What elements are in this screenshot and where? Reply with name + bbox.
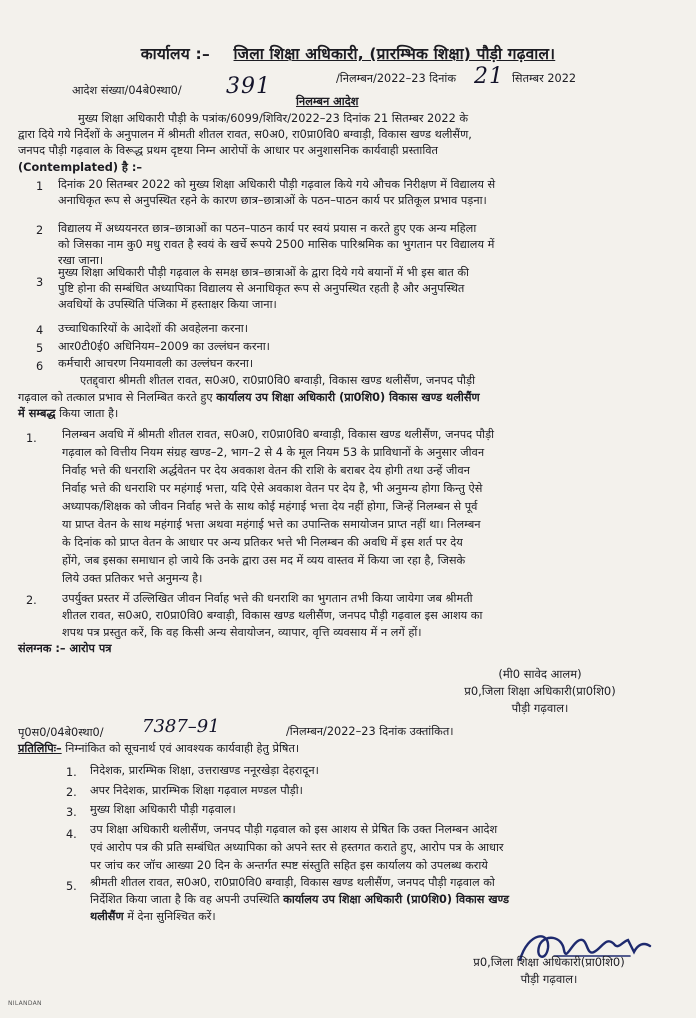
- charge-number: 3: [36, 276, 44, 289]
- copy-item-number: 5.: [66, 880, 77, 893]
- condition-line: शपथ पत्र प्रस्तुत करें, कि वह किसी अन्य सेवायोजन, व्यापार, वृत्ति व्यवसाय में न लगें हों।: [62, 626, 422, 639]
- charge-line: दिनांक 20 सितम्बर 2022 को मुख्य शिक्षा अधिकारी पौड़ी गढ़वाल किये गये औचक निरीक्षण में विद्यालय से: [58, 178, 496, 191]
- copy-item-text: में देना सुनिश्चित करें।: [127, 910, 216, 923]
- suspension-text: किया जाता है।: [59, 407, 119, 420]
- order-number-label: आदेश संख्या/04बे0स्था0/: [72, 84, 182, 97]
- copy-item-line: एवं आरोप पत्र की प्रति सम्बंधित अध्यापिका को अपने स्तर से हस्तगत कराते हुए, आरोप पत्र के आधार: [90, 841, 504, 854]
- copy-item-line: अपर निदेशक, प्रारम्भिक शिक्षा गढ़वाल मण्डल पौड़ी।: [90, 784, 303, 797]
- copy-item-line: उप शिक्षा अधिकारी थलीसैंण, जनपद पौड़ी गढ़वाल को इस आशय से प्रेषित कि उक्त निलम्बन आदेश: [90, 823, 498, 836]
- copy-to-intro: निम्नांकित को सूचनार्थ एवं आवश्यक कार्यवाही हेतु प्रेषित।: [65, 742, 300, 755]
- intro-line: द्वारा दिये गये निर्देशों के अनुपालन में श्रीमती शीतल रावत, स0अ0, रा0प्रा0वि0 बग्वाड़ी, विकास खण्ड थलीसैंण,: [18, 128, 472, 141]
- copy-item-line: [90, 893, 509, 907]
- intro-line: जनपद पौड़ी गढ़वाल के विरूद्ध प्रथम दृष्टया निम्न आरोपों के आधार पर अनुशासनिक कार्यवाही प्रस्तावित: [18, 144, 439, 157]
- charge-line: को जिसका नाम कु0 मधु रावत है स्वयं के खर्चे रूपये 2500 मासिक पारिश्रमिक का भुगतान पर विद्यालय में: [58, 238, 495, 251]
- charge-line: अवधियों के उपस्थिति पंजिका में हस्ताक्षर किया जाना।: [58, 298, 277, 311]
- copy-item-number: 3.: [66, 806, 77, 819]
- attached-office: कार्यालय उप शिक्षा अधिकारी (प्रा0शि0) विकास खण्ड थलीसैंण: [216, 391, 480, 404]
- charge-line: आर0टी0ई0 अधिनियम–2009 का उल्लंघन करना।: [58, 340, 270, 353]
- copy-to-header: [18, 742, 299, 756]
- charge-line: मुख्य शिक्षा अधिकारी पौड़ी गढ़वाल के समक्ष छात्र–छात्राओं के द्वारा दिये गये बयानों में भी इस बात की: [58, 266, 469, 279]
- order-suffix: /निलम्बन/2022–23 दिनांक: [336, 72, 457, 85]
- charge-number: 4: [36, 324, 44, 337]
- signatory-place: पौड़ी गढ़वाल।: [520, 972, 578, 986]
- signatory-block: [444, 954, 654, 988]
- copy-item-line: श्रीमती शीतल रावत, स0अ0, रा0प्रा0वि0 बग्वाड़ी, विकास खण्ड थलीसैंण, जनपद पौड़ी गढ़वाल को: [90, 876, 495, 889]
- signatory-block: [440, 666, 640, 717]
- copy-item-line: पर जांच कर जॉच आख्या 20 दिन के अन्तर्गत स्पष्ट संस्तुति सहित इस कार्यालय को उपलब्ध कराये: [90, 859, 488, 872]
- copy-item-office: कार्यालय उप शिक्षा अधिकारी (प्रा0शि0) विकास खण्ड: [283, 893, 510, 906]
- office-label: कार्यालय :–: [140, 45, 210, 63]
- attached-label: में सम्बद्ध: [18, 407, 56, 420]
- copy-item-line: निदेशक, प्रारम्भिक शिक्षा, उत्तराखण्ड ननूरखेड़ा देहरादून।: [90, 764, 319, 777]
- order-number-handwritten: 391: [226, 74, 271, 99]
- suspension-line: एतद्द्वारा श्रीमती शीतल रावत, स0अ0, रा0प्रा0वि0 बग्वाड़ी, विकास खण्ड थलीसैंण, जनपद पौड़ी: [80, 374, 475, 387]
- intro-line: (Contemplated) है :–: [18, 161, 143, 174]
- condition-line: निर्वाह भत्ते की धनराशि अर्द्धवेतन पर देय अवकाश वेतन की राशि के बराबर देय होगी तथा उन्हें जीवन: [62, 464, 470, 477]
- charge-number: 1: [36, 180, 44, 193]
- condition-line: उपर्युक्त प्रस्तर में उल्लिखित जीवन निर्वाह भत्ते की धनराशि का भुगतान तभी किया जायेगा जब श्रीमती: [62, 592, 473, 605]
- order-title: निलम्बन आदेश: [296, 95, 359, 108]
- signatory-designation: प्र0,जिला शिक्षा अधिकारी(प्रा0शि0): [464, 684, 616, 698]
- suspension-line: [18, 407, 118, 421]
- charge-line: अनाधिकृत रूप से अनुपस्थित रहने के कारण छात्र–छात्राओं के पठन–पाठन कार्य पर प्रतिकूल प्रभाव पड़ना।: [58, 194, 487, 207]
- footer-mark: NILANDAN: [8, 1000, 42, 1007]
- charge-line: कर्मचारी आचरण नियमावली का उल्लंघन करना।: [58, 357, 254, 370]
- office-header: [0, 42, 696, 64]
- charge-number: 5: [36, 342, 44, 355]
- enclosure: संलग्नक :– आरोप पत्र: [18, 642, 112, 655]
- office-name: जिला शिक्षा अधिकारी, (प्रारम्भिक शिक्षा) पौड़ी गढ़वाल।: [233, 45, 556, 63]
- suspension-text: गढ़वाल को तत्काल प्रभाव से निलम्बित करते हुए: [18, 391, 213, 404]
- condition-line: शीतल रावत, स0अ0, रा0प्रा0वि0 बग्वाड़ी, विकास खण्ड थलीसैंण, जनपद पौड़ी गढ़वाल इस आशय का: [62, 609, 483, 622]
- charge-number: 2: [36, 224, 44, 237]
- charge-line: रखा जाना।: [58, 254, 104, 267]
- charge-number: 6: [36, 360, 44, 373]
- condition-line: लिये उक्त प्रतिकर भत्ते अनुमन्य है।: [62, 572, 203, 585]
- copy-item-number: 2.: [66, 786, 77, 799]
- condition-number: 1.: [26, 432, 37, 445]
- charge-line: विद्यालय में अध्ययनरत छात्र–छात्राओं का पठन–पाठन कार्य पर स्वयं प्रयास न करते हुए एक अन्य महिला: [58, 222, 477, 235]
- copy-ref-label: पृ0स0/04बे0स्था0/: [18, 726, 104, 739]
- condition-line: अध्यापक/शिक्षक को जीवन निर्वाह भत्ते के साथ कोई महंगाई भत्ता देय नहीं होगा, जिन्हें निलम्बन से पूर्व: [62, 500, 478, 513]
- signatory-place: पौड़ी गढ़वाल।: [511, 701, 569, 715]
- condition-line: गढ़वाल को वित्तीय नियम संग्रह खण्ड–2, भाग–2 से 4 के मूल नियम 53 के प्राविधानों के अनुसार जीवन: [62, 446, 485, 459]
- copy-to-label: प्रतिलिपिः–: [18, 742, 62, 755]
- copy-ref-suffix: /निलम्बन/2022–23 दिनांक उक्तांकित।: [286, 725, 454, 738]
- condition-line: या प्राप्त वेतन के साथ महंगाई भत्ता अथवा महंगाई भत्ते का उपान्तिक समायोजन प्राप्त नहीं था। निलम्बन: [62, 518, 481, 531]
- copy-item-line: मुख्य शिक्षा अधिकारी पौड़ी गढ़वाल।: [90, 803, 236, 816]
- condition-line: निर्वाह भत्ते की धनराशि पर महंगाई भत्ता, यदि ऐसे अवकाश वेतन पर देय है, भी अनुमन्य होगा किन्तु ऐसे: [62, 482, 483, 495]
- order-month-year: सितम्बर 2022: [512, 72, 577, 85]
- condition-number: 2.: [26, 594, 37, 607]
- condition-line: निलम्बन अवधि में श्रीमती शीतल रावत, स0अ0, रा0प्रा0वि0 बग्वाड़ी, विकास खण्ड थलीसैंण, जनपद पौड़ी: [62, 428, 495, 441]
- copy-item-office: थलीसैंण: [90, 910, 124, 923]
- intro-line: मुख्य शिक्षा अधिकारी पौड़ी के पत्रांक/6099/शिविर/2022–23 दिनांक 21 सितम्बर 2022 के: [78, 112, 469, 125]
- charge-line: उच्चाधिकारियों के आदेशों की अवहेलना करना।: [58, 322, 248, 335]
- charge-line: पुष्टि होना की सम्बंधित अध्यापिका विद्यालय से अनाधिकृत रूप से अनुपस्थित रहती है और अनुपस्थित: [58, 282, 465, 295]
- copy-number-handwritten: 7387–91: [142, 716, 220, 737]
- signatory-name: (मी0 सावेद आलम): [498, 667, 582, 681]
- order-reference: [72, 84, 182, 98]
- signatory-designation: प्र0,जिला शिक्षा अधिकारी(प्रा0शि0): [473, 955, 625, 969]
- copy-item-line: [90, 910, 216, 924]
- copy-item-number: 1.: [66, 766, 77, 779]
- order-day-handwritten: 21: [474, 64, 504, 89]
- suspension-line: [18, 391, 480, 405]
- copy-item-text: निर्देशित किया जाता है कि वह अपनी उपस्थिति: [90, 893, 280, 906]
- copy-item-number: 4.: [66, 828, 77, 841]
- condition-line: होंगे, जब इसका समाधान हो जाये कि उनके द्वारा उस मद में व्यय वास्तव में किया जा रहा है, जिसके: [62, 554, 466, 567]
- condition-line: के दिनांक को प्राप्त वेतन के आधार पर अन्य प्रतिकर भत्ते भी निलम्बन की अवधि में इस शर्त पर देय: [62, 536, 463, 549]
